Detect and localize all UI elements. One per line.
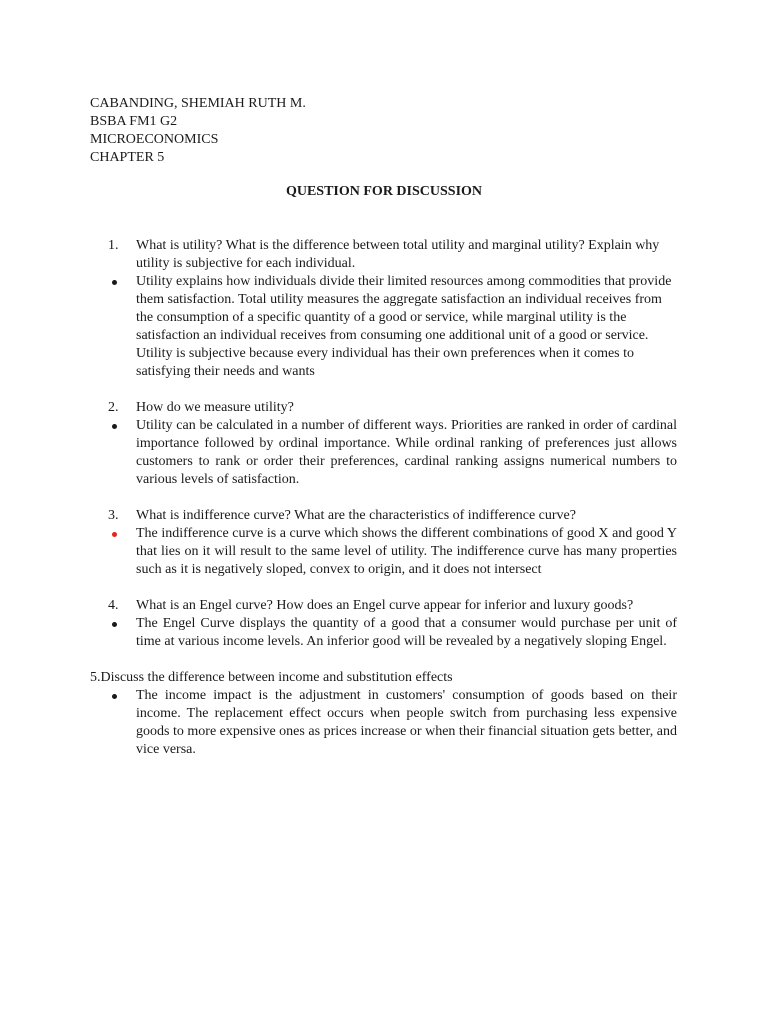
answer-text: The Engel Curve displays the quantity of a good that a consumer would purchase per unit of time at various income levels. An inferior good will be revealed by a negatively sloping Engel. [136, 616, 677, 649]
subject-name: MICROECONOMICS [90, 132, 219, 147]
question-4 [108, 597, 677, 615]
answer-4 [108, 615, 677, 651]
question-1 [108, 237, 677, 273]
course-section: BSBA FM1 G2 [90, 114, 178, 129]
question-number: 5. [90, 670, 101, 685]
question-text: What is utility? What is the difference between total utility and marginal utility? Explain why utility is subjective for each individual. [136, 238, 660, 271]
question-text: What is indifference curve? What are the characteristics of indifference curve? [136, 508, 576, 523]
answer-text: The income impact is the adjustment in customers' consumption of goods based on their income. The replacement effect occurs when people switch from purchasing less expensive goods to more expensive ones as prices increase or when their financial situation gets better, and vice versa. [136, 688, 677, 757]
chapter-label: CHAPTER 5 [90, 150, 165, 165]
student-name: CABANDING, SHEMIAH RUTH M. [90, 96, 306, 111]
bullet-icon [112, 694, 117, 699]
question-3 [108, 507, 677, 525]
document-title: QUESTION FOR DISCUSSION [285, 184, 483, 199]
question-text: What is an Engel curve? How does an Engel curve appear for inferior and luxury goods? [136, 598, 634, 613]
document-header [90, 95, 306, 167]
answer-5 [108, 687, 677, 759]
question-number: 1. [108, 238, 119, 253]
bullet-icon [112, 424, 117, 429]
red-bullet-icon [112, 532, 117, 537]
answer-2 [108, 417, 677, 489]
bullet-icon [112, 622, 117, 627]
answer-1 [108, 273, 677, 381]
answer-text: Utility explains how individuals divide their limited resources among commodities that provide them satisfaction. Total utility measures the aggregate satisfaction an individual receives from the consumption of a specific quantity of a good or service, while marginal utility is the satisfaction an individual receives from consuming one additional unit of a good or service. Utility is subjective because every individual has their own preferences when it comes to satisfying their needs and wants [136, 274, 672, 379]
answer-3 [108, 525, 677, 579]
answer-text: The indifference curve is a curve which shows the different combinations of good X and good Y that lies on it will result to the same level of utility. The indifference curve has many properties such as it is negatively sloped, convex to origin, and it does not intersect [136, 526, 677, 577]
question-5 [90, 669, 677, 687]
question-text: Discuss the difference between income and substitution effects [100, 670, 453, 685]
question-2 [108, 399, 677, 417]
question-number: 4. [108, 598, 119, 613]
question-number: 2. [108, 400, 119, 415]
answer-text: Utility can be calculated in a number of different ways. Priorities are ranked in order of cardinal importance followed by ordinal importance. While ordinal ranking of preferences just allows customers to rank or order their preferences, cardinal ranking assigns numerical numbers to various levels of satisfaction. [136, 418, 677, 487]
questions-list [90, 237, 677, 759]
question-text: How do we measure utility? [136, 400, 294, 415]
question-number: 3. [108, 508, 119, 523]
bullet-icon [112, 280, 117, 285]
